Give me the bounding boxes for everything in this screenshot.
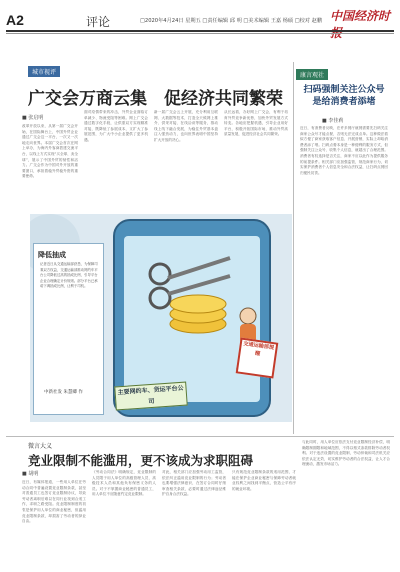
section-divider [6, 436, 394, 437]
newspaper-logo: 中国经济时 [330, 9, 391, 23]
header-rule [6, 30, 394, 32]
bottom-byline: ■ 胡明 [22, 471, 39, 477]
right-body: 近日，有消费者反映，在许多餐厅就餐需要先扫码关注商家公众号才能点餐，否则无法完成点单。这种做法看似方便了商家获取客户信息、开展营销，实际上却给消费者添了堵。扫码点餐本身是一种便利的服务方式，但强制关注公众号、收集个人信息，就超出了合理范围。消费者有权选择是否关注，商家不应以此作为提供服务的前提条件。相关部门应加强监管，规范商家行为，切实保护消费者个人信息安全和合法权益，让扫码点餐回归便民初衷。 [300, 126, 388, 175]
main-column-4: 从长远看，办好网上广交会，有利于培育外贸竞争新优势，加快外贸发展方式转变。各地应把握机遇，引导企业用好平台，积极开拓国际市场，推动外贸高质量发展，促进经济社会共同繁荣。 [224, 110, 288, 137]
right-byline: ■ 李佳莉 [322, 118, 344, 124]
cartoon-sidebar [33, 243, 104, 415]
main-byline: ■ 张启明 [22, 115, 44, 121]
bottom-column-4: 只有规范竞业限制条款的适用范围，才能在保护企业商业秘密与保障劳动者就业权利之间找到平衡点，营造公平有序的就业环境。 [232, 470, 296, 491]
warning-sign: 交通运输部提醒 [236, 338, 279, 379]
column-divider [293, 62, 294, 434]
main-headline: 广交会万商云集 促经济共同繁荣 [28, 89, 283, 109]
page-meta: □2020年4月24日 星期五 □责任编辑 邱 明 □美术编辑 王嘉 杨硕 □校对 赵鹏 [140, 18, 323, 24]
sidebar-title: 降低抽成 [38, 251, 66, 259]
bottom-column-3: 对此，相关部门应加强劳动用工监管，依法纠正滥用竞业限制的行为；劳动者也要增强法律意识，在签订合同时仔细审查相关条款，必要时通过法律途径维护自身合法权益。 [162, 470, 226, 497]
bottom-column-2: 《劳动合同法》明确规定，竞业限制的人员限于用人单位的高级管理人员、高级技术人员和其他负有保密义务的人员。对于不掌握商业秘密的普通员工，用人单位不应随意约定竞业限制。 [92, 470, 156, 497]
main-column-3: 新一届广交会云上开展，充分利用互联网、大数据等技术，打造全天候网上推介、供采对接、在线洽谈等服务，推动线上线下融合发展，为稳住外贸基本盘注入强劲动力，也向世界表明中国坚持扩大开放的决心。 [154, 110, 218, 142]
bottom-headline: 竞业限制不能滥用，更不该成为求职阻碍 [28, 453, 254, 468]
main-column-1: 改革开放以来，从第一届广交会开始，在国际舞台上，中国外贸企业通过广交会这一平台，一次又一次地走向世界。本届广交会首次在网上举办，为海内外客商搭建交流平台，以线上方式实现“买全球、卖全球”，展示了中国外贸的韧性和活力。广交会作为中国对外开放的重要窗口，承担着稳外贸稳外资的重要使命。 [22, 124, 78, 179]
bottom-kicker: 微言大义 [28, 443, 53, 450]
sidebar-text: 记者近日从交通运输部获悉，为保障司乘双方权益，交通运输部推动网约车平台公司降低过高的抽成比例，引导平台企业合理确定计价规则。部分平台已承诺下调抽成比例，让利于司机。 [40, 262, 98, 289]
page-code: A2 [6, 12, 24, 28]
phone-label: 主要网约车、货运平台公司 [114, 382, 187, 411]
bottom-column-5: 与此同时，用人单位应依法支付竞业限制经济补偿，明确限制期限和地域范围，不得以格式条款排除劳动者权利。对于违法设置的竞业限制，劳动仲裁和司法机关应依法认定无效，切实维护劳动者的合法权益，让人才合理流动，激发市场活力。 [302, 440, 390, 467]
right-headline: 扫码强制关注公众号是给消费者添堵 [303, 85, 385, 107]
cartoon-credit: 中新社发 朱慧卿 作 [44, 390, 83, 395]
section-name: 评论 [86, 15, 111, 29]
section-tag: 城市视评 [28, 66, 60, 77]
bottom-column-1: 近日，有媒体报道，一些用人单位在劳动合同中普遍设置竞业限制条款，甚至对普通员工也签订竞业限制协议，导致劳动者离职后难以在同行业找到合适工作，求职之路受阻。竞业限制制度的初衷是保护用人单位的商业秘密，但滥用竞业限制条款，却损害了劳动者的择业自由。 [22, 480, 86, 524]
main-column-2: 面对疫情带来的冲击，外贸企业面临订单减少、物流受阻等困难。网上广交会通过数字化手段，让供需双方实现精准对接，既降低了参展成本，又扩大了参展范围，为广大中小企业提供了更多机遇。 [84, 110, 148, 142]
right-badge: 康言观社 [296, 69, 328, 80]
header-rule-thin [6, 33, 394, 34]
